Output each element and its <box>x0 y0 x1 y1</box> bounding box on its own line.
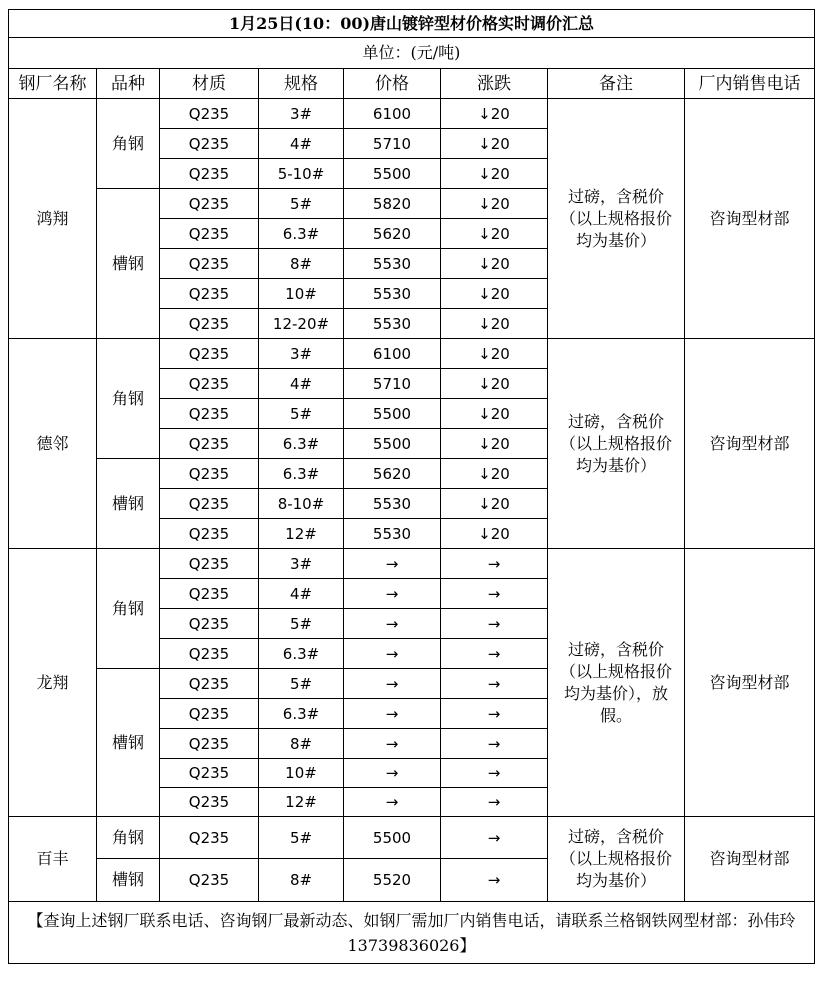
price-cell: → <box>344 579 441 609</box>
price-cell: → <box>344 549 441 579</box>
spec-cell: 3# <box>259 99 344 129</box>
spec-cell: 8# <box>259 859 344 902</box>
price-cell: 5500 <box>344 399 441 429</box>
change-cell: → <box>441 579 548 609</box>
category-cell: 槽钢 <box>97 459 160 549</box>
spec-cell: 5-10# <box>259 159 344 189</box>
change-cell: ↓20 <box>441 249 548 279</box>
change-cell: → <box>441 788 548 817</box>
material-cell: Q235 <box>160 639 259 669</box>
price-cell: 5530 <box>344 279 441 309</box>
change-cell: ↓20 <box>441 189 548 219</box>
material-cell: Q235 <box>160 429 259 459</box>
spec-cell: 10# <box>259 279 344 309</box>
spec-cell: 5# <box>259 669 344 699</box>
price-cell: 5500 <box>344 817 441 859</box>
spec-cell: 6.3# <box>259 639 344 669</box>
spec-cell: 12# <box>259 788 344 817</box>
change-cell: ↓20 <box>441 399 548 429</box>
material-cell: Q235 <box>160 129 259 159</box>
change-cell: ↓20 <box>441 99 548 129</box>
price-cell: → <box>344 759 441 788</box>
price-cell: 6100 <box>344 99 441 129</box>
footer-row <box>9 902 815 964</box>
change-cell: → <box>441 669 548 699</box>
material-cell: Q235 <box>160 788 259 817</box>
spec-cell: 6.3# <box>259 429 344 459</box>
spec-cell: 12# <box>259 519 344 549</box>
table-row <box>9 817 815 859</box>
header-note: 备注 <box>548 69 685 99</box>
change-cell: → <box>441 817 548 859</box>
change-cell: ↓20 <box>441 129 548 159</box>
spec-cell: 3# <box>259 549 344 579</box>
change-cell: ↓20 <box>441 309 548 339</box>
change-cell: → <box>441 639 548 669</box>
price-cell: → <box>344 609 441 639</box>
change-cell: → <box>441 859 548 902</box>
category-cell: 槽钢 <box>97 859 160 902</box>
table-row <box>9 339 815 369</box>
spec-cell: 12-20# <box>259 309 344 339</box>
material-cell: Q235 <box>160 399 259 429</box>
material-cell: Q235 <box>160 489 259 519</box>
material-cell: Q235 <box>160 699 259 729</box>
table-title: 1月25日(10：00)唐山镀锌型材价格实时调价汇总 <box>9 10 815 38</box>
price-cell: 5820 <box>344 189 441 219</box>
price-cell: 6100 <box>344 339 441 369</box>
sales-phone-cell: 咨询型材部 <box>685 339 815 549</box>
change-cell: ↓20 <box>441 489 548 519</box>
mill-name: 鸿翔 <box>9 99 97 339</box>
price-cell: 5530 <box>344 249 441 279</box>
spec-cell: 3# <box>259 339 344 369</box>
material-cell: Q235 <box>160 189 259 219</box>
price-cell: 5530 <box>344 519 441 549</box>
spec-cell: 5# <box>259 609 344 639</box>
sales-phone-cell: 咨询型材部 <box>685 549 815 817</box>
change-cell: → <box>441 729 548 759</box>
material-cell: Q235 <box>160 159 259 189</box>
mill-name: 龙翔 <box>9 549 97 817</box>
price-cell: → <box>344 699 441 729</box>
change-cell: → <box>441 699 548 729</box>
material-cell: Q235 <box>160 669 259 699</box>
material-cell: Q235 <box>160 519 259 549</box>
unit-label: 单位：(元/吨) <box>9 38 815 69</box>
category-cell: 角钢 <box>97 549 160 669</box>
material-cell: Q235 <box>160 859 259 902</box>
price-cell: 5500 <box>344 159 441 189</box>
price-cell: → <box>344 788 441 817</box>
spec-cell: 5# <box>259 399 344 429</box>
change-cell: ↓20 <box>441 219 548 249</box>
change-cell: ↓20 <box>441 459 548 489</box>
change-cell: ↓20 <box>441 159 548 189</box>
change-cell: ↓20 <box>441 429 548 459</box>
header-change: 涨跌 <box>441 69 548 99</box>
material-cell: Q235 <box>160 339 259 369</box>
category-cell: 槽钢 <box>97 669 160 817</box>
price-cell: → <box>344 669 441 699</box>
material-cell: Q235 <box>160 369 259 399</box>
header-spec: 规格 <box>259 69 344 99</box>
mill-name: 百丰 <box>9 817 97 902</box>
header-material: 材质 <box>160 69 259 99</box>
spec-cell: 8-10# <box>259 489 344 519</box>
header-mill-name: 钢厂名称 <box>9 69 97 99</box>
material-cell: Q235 <box>160 279 259 309</box>
material-cell: Q235 <box>160 549 259 579</box>
spec-cell: 6.3# <box>259 699 344 729</box>
price-cell: 5530 <box>344 489 441 519</box>
spec-cell: 6.3# <box>259 219 344 249</box>
change-cell: ↓20 <box>441 369 548 399</box>
price-cell: 5620 <box>344 219 441 249</box>
price-cell: → <box>344 729 441 759</box>
table-row <box>9 549 815 579</box>
header-category: 品种 <box>97 69 160 99</box>
material-cell: Q235 <box>160 99 259 129</box>
material-cell: Q235 <box>160 579 259 609</box>
category-cell: 角钢 <box>97 817 160 859</box>
material-cell: Q235 <box>160 817 259 859</box>
price-cell: 5710 <box>344 369 441 399</box>
material-cell: Q235 <box>160 609 259 639</box>
change-cell: → <box>441 759 548 788</box>
change-cell: ↓20 <box>441 279 548 309</box>
price-cell: 5500 <box>344 429 441 459</box>
note-cell: 过磅，含税价（以上规格报价均为基价） <box>548 339 685 549</box>
change-cell: → <box>441 609 548 639</box>
mill-name: 德邻 <box>9 339 97 549</box>
spec-cell: 4# <box>259 129 344 159</box>
material-cell: Q235 <box>160 249 259 279</box>
header-sales-phone: 厂内销售电话 <box>685 69 815 99</box>
price-cell: 5710 <box>344 129 441 159</box>
material-cell: Q235 <box>160 309 259 339</box>
price-cell: → <box>344 639 441 669</box>
footer-contact-note: 【查询上述钢厂联系电话、咨询钢厂最新动态、如钢厂需加厂内销售电话，请联系兰格钢铁网型材部：孙伟玲13739836026】 <box>9 902 815 964</box>
category-cell: 槽钢 <box>97 189 160 339</box>
note-cell: 过磅，含税价（以上规格报价均为基价） <box>548 817 685 902</box>
spec-cell: 5# <box>259 189 344 219</box>
spec-cell: 8# <box>259 249 344 279</box>
spec-cell: 4# <box>259 579 344 609</box>
category-cell: 角钢 <box>97 99 160 189</box>
material-cell: Q235 <box>160 459 259 489</box>
header-price: 价格 <box>344 69 441 99</box>
sales-phone-cell: 咨询型材部 <box>685 99 815 339</box>
price-cell: 5620 <box>344 459 441 489</box>
note-cell: 过磅，含税价（以上规格报价均为基价），放假。 <box>548 549 685 817</box>
category-cell: 角钢 <box>97 339 160 459</box>
change-cell: ↓20 <box>441 339 548 369</box>
price-cell: 5530 <box>344 309 441 339</box>
spec-cell: 8# <box>259 729 344 759</box>
material-cell: Q235 <box>160 729 259 759</box>
material-cell: Q235 <box>160 759 259 788</box>
spec-cell: 5# <box>259 817 344 859</box>
change-cell: → <box>441 549 548 579</box>
sales-phone-cell: 咨询型材部 <box>685 817 815 902</box>
change-cell: ↓20 <box>441 519 548 549</box>
material-cell: Q235 <box>160 219 259 249</box>
table-row <box>9 99 815 129</box>
spec-cell: 6.3# <box>259 459 344 489</box>
spec-cell: 10# <box>259 759 344 788</box>
price-table <box>8 9 815 964</box>
price-cell: 5520 <box>344 859 441 902</box>
note-cell: 过磅，含税价（以上规格报价均为基价） <box>548 99 685 339</box>
spec-cell: 4# <box>259 369 344 399</box>
